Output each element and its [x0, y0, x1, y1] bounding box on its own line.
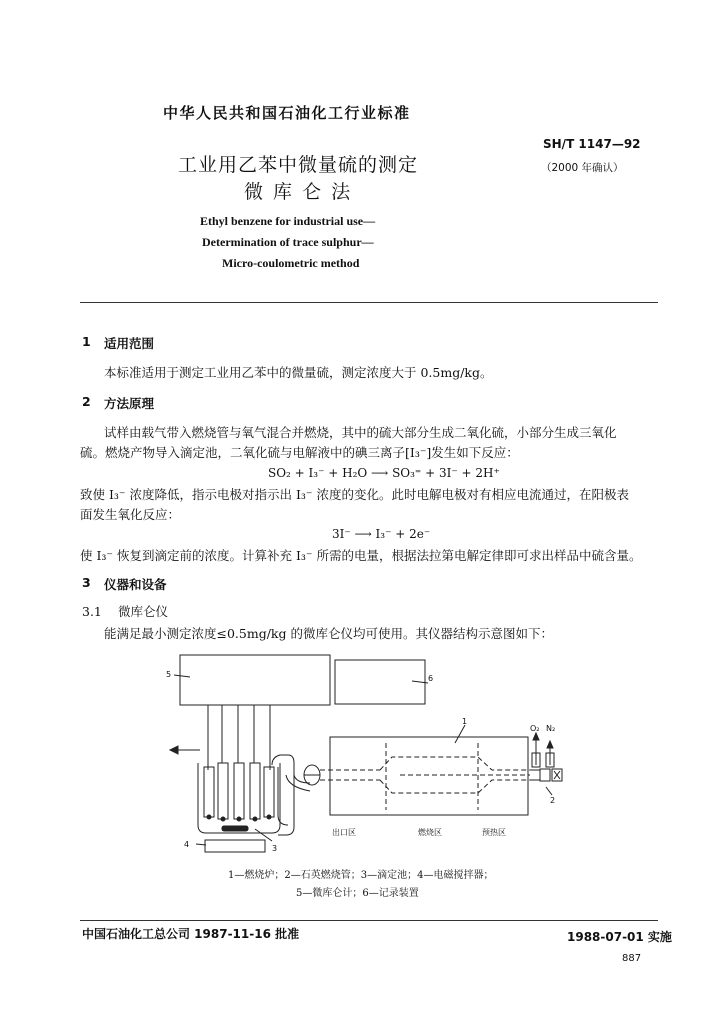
page-number: 887: [622, 953, 642, 964]
instrument-schematic: [160, 645, 580, 860]
label-5: 5: [166, 670, 172, 679]
title-zh-line1: 工业用乙苯中微量硫的测定: [178, 154, 419, 176]
label-3: 3: [272, 844, 278, 853]
section-1-title: 适用范围: [104, 336, 155, 351]
title-en-line2: Determination of trace sulphur—: [202, 235, 374, 249]
section-2-title: 方法原理: [104, 396, 155, 411]
section-2-paragraph1-line1: 试样由载气带入燃烧管与氧气混合并燃烧，其中的硫大部分生成二氧化硫，小部分生成三氧化: [104, 425, 617, 440]
label-n2: N₂: [546, 724, 556, 733]
title-en-line3: Micro-coulometric method: [222, 256, 360, 270]
section-1-paragraph: 本标准适用于测定工业用乙苯中的微量硫，测定浓度大于 0.5mg/kg。: [104, 365, 493, 380]
gas-inlets: [530, 733, 562, 781]
section-2-paragraph2-line1: 致使 I₃⁻ 浓度降低，指示电极对指示出 I₃⁻ 浓度的变化。此时电解电极对有相应电流通过，在阳极表: [80, 487, 629, 502]
connecting-tube: [272, 755, 294, 835]
figure-caption-line2: 5—微库仑计；6—记录装置: [296, 888, 419, 899]
section-3-paragraph: 能满足最小测定浓度≤0.5mg/kg 的微库仑仪均可使用。其仪器结构示意图如下：: [104, 626, 553, 641]
magnetic-stirrer: [205, 840, 265, 852]
label-6: 6: [428, 674, 434, 683]
stir-bar: [222, 826, 248, 831]
figure-caption-line1: 1—燃烧炉；2—石英燃烧管；3—滴定池；4—电磁搅拌器；: [228, 870, 494, 881]
electrode-wires: [208, 705, 270, 770]
microcoulometer-box: [180, 655, 330, 705]
label-1: 1: [462, 717, 468, 726]
subsection-3-1-number: 3.1: [82, 604, 102, 619]
standard-number: SH/T 1147—92: [543, 137, 641, 151]
issuing-organization: 中华人民共和国石油化工行业标准: [163, 104, 411, 122]
section-2-paragraph1-line2: 硫。燃烧产物导入滴定池，二氧化硫与电解液中的碘三离子[I₃⁻]发生如下反应：: [80, 445, 519, 460]
combustion-furnace: [330, 737, 528, 815]
label-zone-burn: 燃烧区: [418, 828, 442, 837]
reaction-equation-1: SO₂ + I₃⁻ + H₂O ⟶ SO₃⁼ + 3I⁻ + 2H⁺: [268, 466, 500, 480]
section-3-title: 仪器和设备: [104, 577, 167, 592]
reconfirm-note: （2000 年确认）: [541, 162, 624, 174]
section-2-paragraph3: 使 I₃⁻ 恢复到滴定前的浓度。计算补充 I₃⁻ 所需的电量，根据法拉第电解定律即可求出样品中硫含量。: [80, 548, 642, 563]
approval-info: 中国石油化工总公司 1987-11-16 批准: [82, 927, 300, 941]
section-2-paragraph2-line2: 面发生氧化反应：: [80, 507, 181, 522]
section-1-number: 1: [82, 334, 91, 349]
title-zh-line2: 微 库 仑 法: [244, 181, 353, 203]
exhaust-arrow: [170, 746, 200, 754]
section-2-number: 2: [82, 394, 91, 409]
titration-cell: [198, 763, 280, 833]
section-3-number: 3: [82, 575, 91, 590]
label-4: 4: [184, 840, 190, 849]
quartz-tube: [320, 743, 540, 810]
title-en-line1: Ethyl benzene for industrial use—: [200, 214, 376, 228]
label-2: 2: [550, 796, 556, 805]
footer-divider: [80, 920, 658, 921]
header-divider: [80, 302, 658, 303]
electrodes: [204, 763, 274, 821]
subsection-3-1-title: 微库仑仪: [118, 604, 169, 619]
implementation-date: 1988-07-01 实施: [567, 930, 672, 944]
reaction-equation-2: 3I⁻ ⟶ I₃⁻ + 2e⁻: [332, 527, 431, 541]
label-zone-outlet: 出口区: [332, 828, 356, 837]
label-zone-pre: 预热区: [482, 828, 506, 837]
label-o2: O₂: [530, 724, 540, 733]
recorder-box: [335, 660, 425, 704]
